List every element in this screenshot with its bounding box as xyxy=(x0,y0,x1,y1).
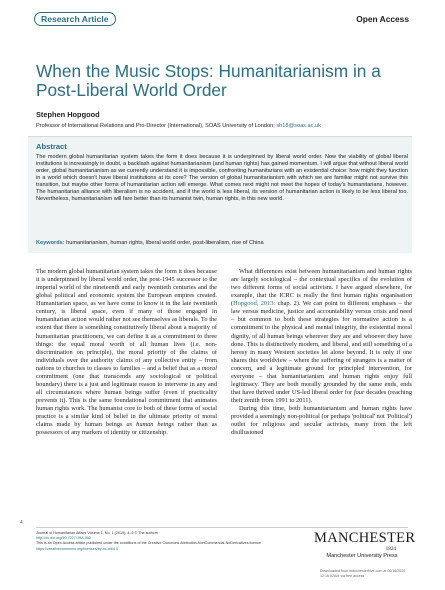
body-text: During this time, both humanitarianism and human rights have provided a seemingly non-political (or perhaps 'political' not 'Political') outlet for religious and secular activists, many from the left disillusioned xyxy=(231,405,412,437)
body-column-right xyxy=(231,268,412,437)
abstract-text: The modern global humanitarian system takes the form it does because it is underpinned by liberal world order. Now the viability of global liberal institutions is increasingly in doubt, a backlash against humanitarianism (and human rights) has gained momentum. I will argue that without liberal world order, global humanitarianism as we currently understand it is impossible, confronting humanitarians with an existential choice: how might they function in a world which doesn't have liberal institutions at its core? The version of global humanitarianism with which we are familiar might not survive this transition, but maybe other forms of humanitarian action will emerge. What comes next might not meet the hopes of today's humanitarians, however. The humanitarian alliance with liberalism is no accident, and if the world is less liberal, its version of humanitarian action is likely to be less liberal too. Nevertheless, humanitarianism will fare better than its humanist twin, human rights, in this new world. xyxy=(36,154,408,203)
keywords-line xyxy=(36,240,408,246)
body-text: : chap. 2). We can point to different emphases – the law versus medicine, justice and accountability versus crisis and need – but common to both these strategies for normative action is a commitment to the physical and mental integrity, the existential moral dignity, of all human beings wherever they are and whoever they have done. This is distinctively modern, and liberal, and still something of a heresy in many Western societies let alone beyond. It is only if one shares this worldview – where the suffering of strangers is a matter of concern, and a legitimate ground for principled intervention, for everyone – that humanitarianism and human rights enjoy full legitimacy. They are both morally grounded by the same ends, ends that have thrived under US-led liberal order for xyxy=(231,300,412,396)
footer-citation xyxy=(36,531,306,552)
citation-link[interactable]: Hopgood, 2013 xyxy=(233,300,274,308)
download-stamp: Downloaded from manchesterhive.com at 06/16/2020 12:16:52AM via free access xyxy=(320,569,406,578)
publisher-name: Manchester University Press xyxy=(326,553,398,559)
footer-divider xyxy=(36,527,408,528)
license-text: This is an Open Access article published under the conditions of the Creative Commons Attribution-NonCommercial-NoDerivatives licence xyxy=(36,541,262,546)
abstract-heading: Abstract xyxy=(36,142,67,151)
doi-link[interactable]: http://dx.doi.org/10.7227/JHA.002 xyxy=(36,536,91,541)
body-text: commitment (one that transcends any sociological or political boundary) there is a just and legitimate reason to intervene in any and all circumstances where human beings suffer (even if practicality prevents it). This is the same foundational commitment that animates human rights work. The humanist core to both of these forms of social practice is a similar kind of belief in the ultimate priority of moral claims made by human beings xyxy=(36,372,217,429)
affiliation-text: Professor of International Relations and Pro-Director (International), SOAS University of London; xyxy=(36,123,275,129)
body-column-left xyxy=(36,268,217,437)
body-text: decades (reaching their zenith from 1991 to 2011). xyxy=(231,388,412,404)
license-link[interactable]: https://creativecommons.org/licenses/by-nc-nd/4.0 xyxy=(36,546,119,551)
publisher-logo-year: 1824 xyxy=(385,546,396,552)
emphasis-text: moral xyxy=(201,364,217,372)
author-name: Stephen Hopgood xyxy=(36,110,100,119)
article-type-badge: Research Article xyxy=(34,12,116,26)
body-paragraph xyxy=(36,268,217,437)
keywords-text: humanitarianism, human rights, liberal world order, post-liberalism, rise of China xyxy=(66,240,264,246)
emphasis-text: as human beings xyxy=(126,421,174,429)
journal-info: Journal of Humanitarian Affairs Volume 1, No. 1 (2019), 4–6 © The authors xyxy=(36,531,158,535)
body-paragraph xyxy=(231,268,412,405)
body-text: rather than as possessors of any markers of identity or citizenship. xyxy=(36,421,217,437)
article-title: When the Music Stops: Humanitarianism in a Post-Liberal World Order xyxy=(36,61,381,100)
author-affiliation xyxy=(36,123,321,129)
body-text: The modern global humanitarian system takes the form it does because it is underpinned by liberal world order, the post-1945 successor to the imperial world of the nineteenth and early twentieth centuries and the global political and economic system the European empires created. Humanitarian space, as we have come to know it in the late twentieth century, is liberal space, even if many of those engaged in humanitarian action would rather not see themselves as liberals. To the extent that there is something constitutively liberal about a majority of humanitarian practitioners, we can define it as a commitment to three things: the equal moral worth of all human lives (i.e. non-discrimination on principle), the moral priority of the claims of individuals over the authority claims of any collective entity – from nations to churches to classes to families – and a belief that as a xyxy=(36,268,217,372)
body-text: What differences exist between humanitarianism and human rights are largely sociological – the contextual specifics of the evolution of two different forms of social activism. I have argued elsewhere, for example, that the ICRC is really the first human rights organisation ( xyxy=(231,268,412,308)
body-paragraph xyxy=(231,405,412,437)
page-number: 4 xyxy=(20,520,23,526)
author-email-link[interactable]: sh18@soas.ac.uk xyxy=(276,123,321,129)
publisher-logo-wordmark: MANCHESTER xyxy=(314,530,416,546)
emphasis-text: four xyxy=(353,388,365,396)
publisher-logo xyxy=(314,530,416,560)
open-access-label: Open Access xyxy=(356,14,409,24)
keywords-label: Keywords: xyxy=(36,240,65,246)
